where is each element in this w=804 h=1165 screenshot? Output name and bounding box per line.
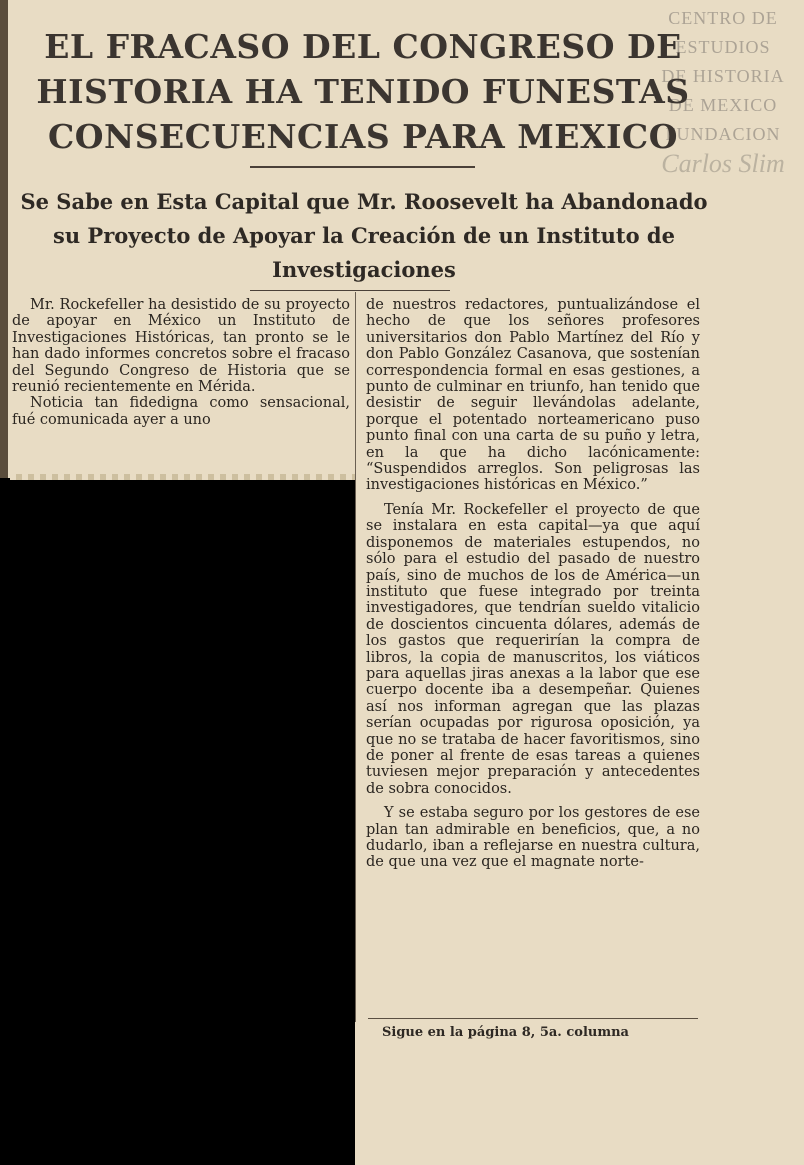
watermark-line: DE MEXICO <box>668 95 778 115</box>
watermark-signature: Carlos Slim <box>661 149 785 178</box>
subheading: Se Sabe en Esta Capital que Mr. Roosevelt ha Abandonado su Proyecto de Apoyar la Creación de un Instituto de Investigaciones <box>20 189 708 282</box>
continuation-note: Sigue en la página 8, 5a. columna <box>382 1025 629 1040</box>
watermark-line: DE HISTORIA <box>661 66 785 86</box>
torn-edge <box>10 474 356 480</box>
article-paragraph: Tenía Mr. Rockefeller el proyecto de que se instalara en esta capital—ya que aquí disponemos de materiales estupendos, no sólo para el estudio del pasado de nuestro país, sino de muchos de los de América—un instituto que fuese integrado por treinta investigadores, que tendrían sueldo vitalicio de doscientos cincuenta dólares, además de los gastos que requerirían la compra de libros, la copia de manuscritos, los viáticos para aquellas jiras anexas a la labor que ese cuerpo docente iba a desempeñar. Quienes así nos informan agregan que las plazas serían ocupadas por rigurosa oposición, ya que no se trataba de hacer favoritismos, sino de poner al frente de esas tareas a quienes tuviesen mejor preparación y antecedentes de sobra conocidos. <box>366 501 700 797</box>
watermark-line: ESTUDIOS <box>675 37 771 57</box>
column-divider <box>355 292 356 1022</box>
watermark-line: FUNDACION <box>665 124 781 144</box>
article-paragraph: Y se estaba seguro por los gestores de ese plan tan admirable en beneficios, que, a no dudarlo, iban a reflejarse en nuestra cultura, de que una vez que el magnate norte- <box>366 805 700 871</box>
headline: EL FRACASO DEL CONGRESO DE HISTORIA HA TENIDO FUNESTAS CONSECUENCIAS PARA MEXICO <box>36 27 690 156</box>
watermark-line: CENTRO DE <box>668 8 778 28</box>
article-paragraph: de nuestros redactores, puntualizándose el hecho de que los señores profesores universitarios don Pablo Martínez del Río y don Pablo González Casanova, que sostenían correspondencia formal en esas gestiones, a punto de culminar en triunfo, han tenido que desistir de seguir llevándolas adelante, porque el potentado norteamericano puso punto final con una carta de su puño y letra, en la que ha dicho lacónicamente: “Suspendidos arreglos. Son peligrosas las investigaciones históricas en México.” <box>366 297 700 494</box>
page-edge <box>0 0 8 478</box>
headline-divider <box>250 166 475 168</box>
article-column-right <box>366 297 700 871</box>
article-paragraph: Mr. Rockefeller ha desistido de su proyecto de apoyar en México un Instituto de Investigaciones Históricas, tan pronto se le han dado informes concretos sobre el fracaso del Segundo Congreso de Historia que se reunió recientemente en Mérida. <box>12 297 350 396</box>
subheading-divider <box>250 290 450 291</box>
footer-divider <box>368 1018 698 1019</box>
article-paragraph: Noticia tan fidedigna como sensacional, fué comunicada ayer a uno <box>12 395 350 428</box>
article-column-left <box>12 297 350 428</box>
